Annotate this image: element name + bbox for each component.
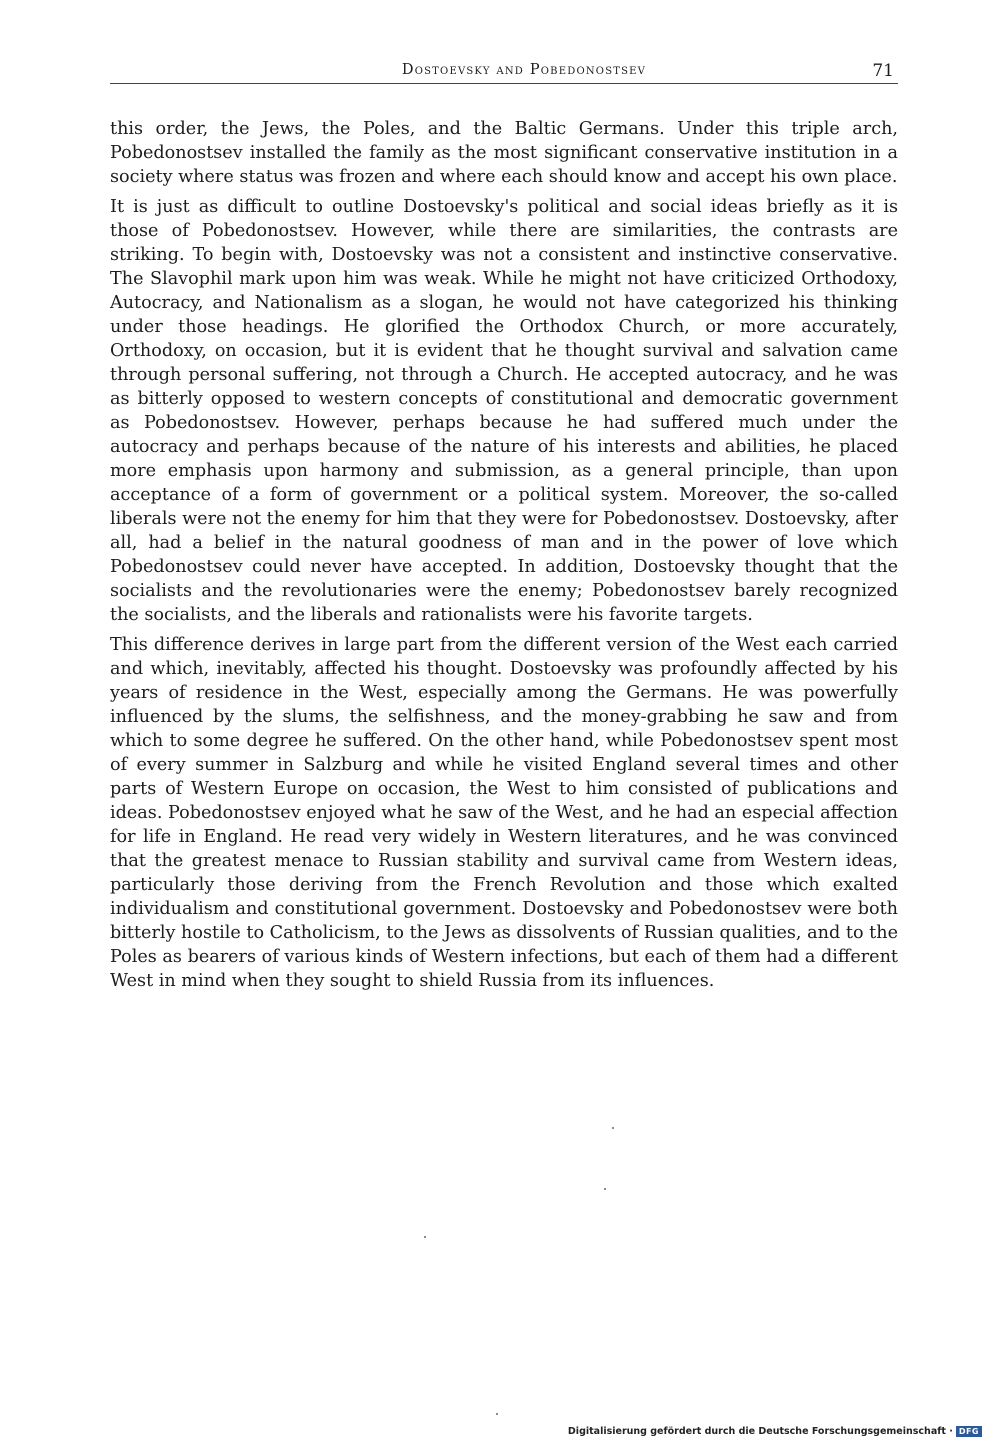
dfg-logo: DFG — [956, 1426, 982, 1437]
header-rule — [110, 83, 898, 84]
paragraph-2: It is just as difficult to outline Dostoevsky's political and social ideas briefly as it is those of Pobedonostsev. However, while there are similarities, the contrasts are striking. To begin with, Dostoevsky was not a consistent and instinctive conservative. The Slavophil mark upon him was weak. While he might not have criticized Orthodoxy, Autocracy, and Nationalism as a slogan, he would not have categorized his thinking under those headings. He glorified the Orthodox Church, or more accurately, Orthodoxy, on occasion, but it is evident that he thought survival and salvation came through personal suffering, not through a Church. He accepted autocracy, and he was as bitterly opposed to western concepts of constitutional and democratic government as Pobedonostsev. However, perhaps because he had suffered much under the autocracy and perhaps because of the nature of his interests and abilities, he placed more emphasis upon harmony and submission, as a general principle, than upon acceptance of a form of government or a political system. Moreover, the so-called liberals were not the enemy for him that they were for Pobedonostsev. Dostoevsky, after all, had a belief in the natural goodness of man and in the power of love which Pobedonostsev could never have accepted. In addition, Dostoevsky thought that the socialists and the revolutionaries were the enemy; Pobedonostsev barely recognized the socialists, and the liberals and rationalists were his favorite targets. — [110, 197, 898, 625]
scan-speck — [604, 1188, 606, 1190]
paragraph-1: this order, the Jews, the Poles, and the Baltic Germans. Under this triple arch, Pobedonostsev installed the family as the most significant conservative institution in a society where status was frozen and where each should know and accept his own place. — [110, 119, 898, 187]
page-number: 71 — [872, 61, 894, 81]
running-header — [110, 62, 898, 84]
scan-speck — [424, 1236, 426, 1238]
scan-speck — [612, 1127, 614, 1129]
digitization-footer — [568, 1426, 982, 1437]
footer-credit: Digitalisierung gefördert durch die Deutsche Forschungsgemeinschaft · — [567, 1426, 953, 1437]
paragraph-3: This difference derives in large part from the different version of the West each carried and which, inevitably, affected his thought. Dostoevsky was profoundly affected by his years of residence in the West, especially among the Germans. He was powerfully influenced by the slums, the selfishness, and the money-grabbing he saw and from which to some degree he suffered. On the other hand, while Pobedonostsev spent most of every summer in Salzburg and while he visited England several times and other parts of Western Europe on occasion, the West to him consisted of publications and ideas. Pobedonostsev enjoyed what he saw of the West, and he had an especial affection for life in England. He read very widely in Western literatures, and he was convinced that the greatest menace to Russian stability and survival came from Western ideas, particularly those deriving from the French Revolution and those which exalted individualism and constitutional government. Dostoevsky and Pobedonostsev were both bitterly hostile to Catholicism, to the Jews as dissolvents of Russian qualities, and to the Poles as bearers of various kinds of Western infections, but each of them had a different West in mind when they sought to shield Russia from its influences. — [110, 635, 899, 991]
body-text — [110, 117, 898, 999]
running-title: Dostoevsky and Pobedonostsev — [401, 62, 647, 78]
scan-speck — [496, 1413, 498, 1415]
